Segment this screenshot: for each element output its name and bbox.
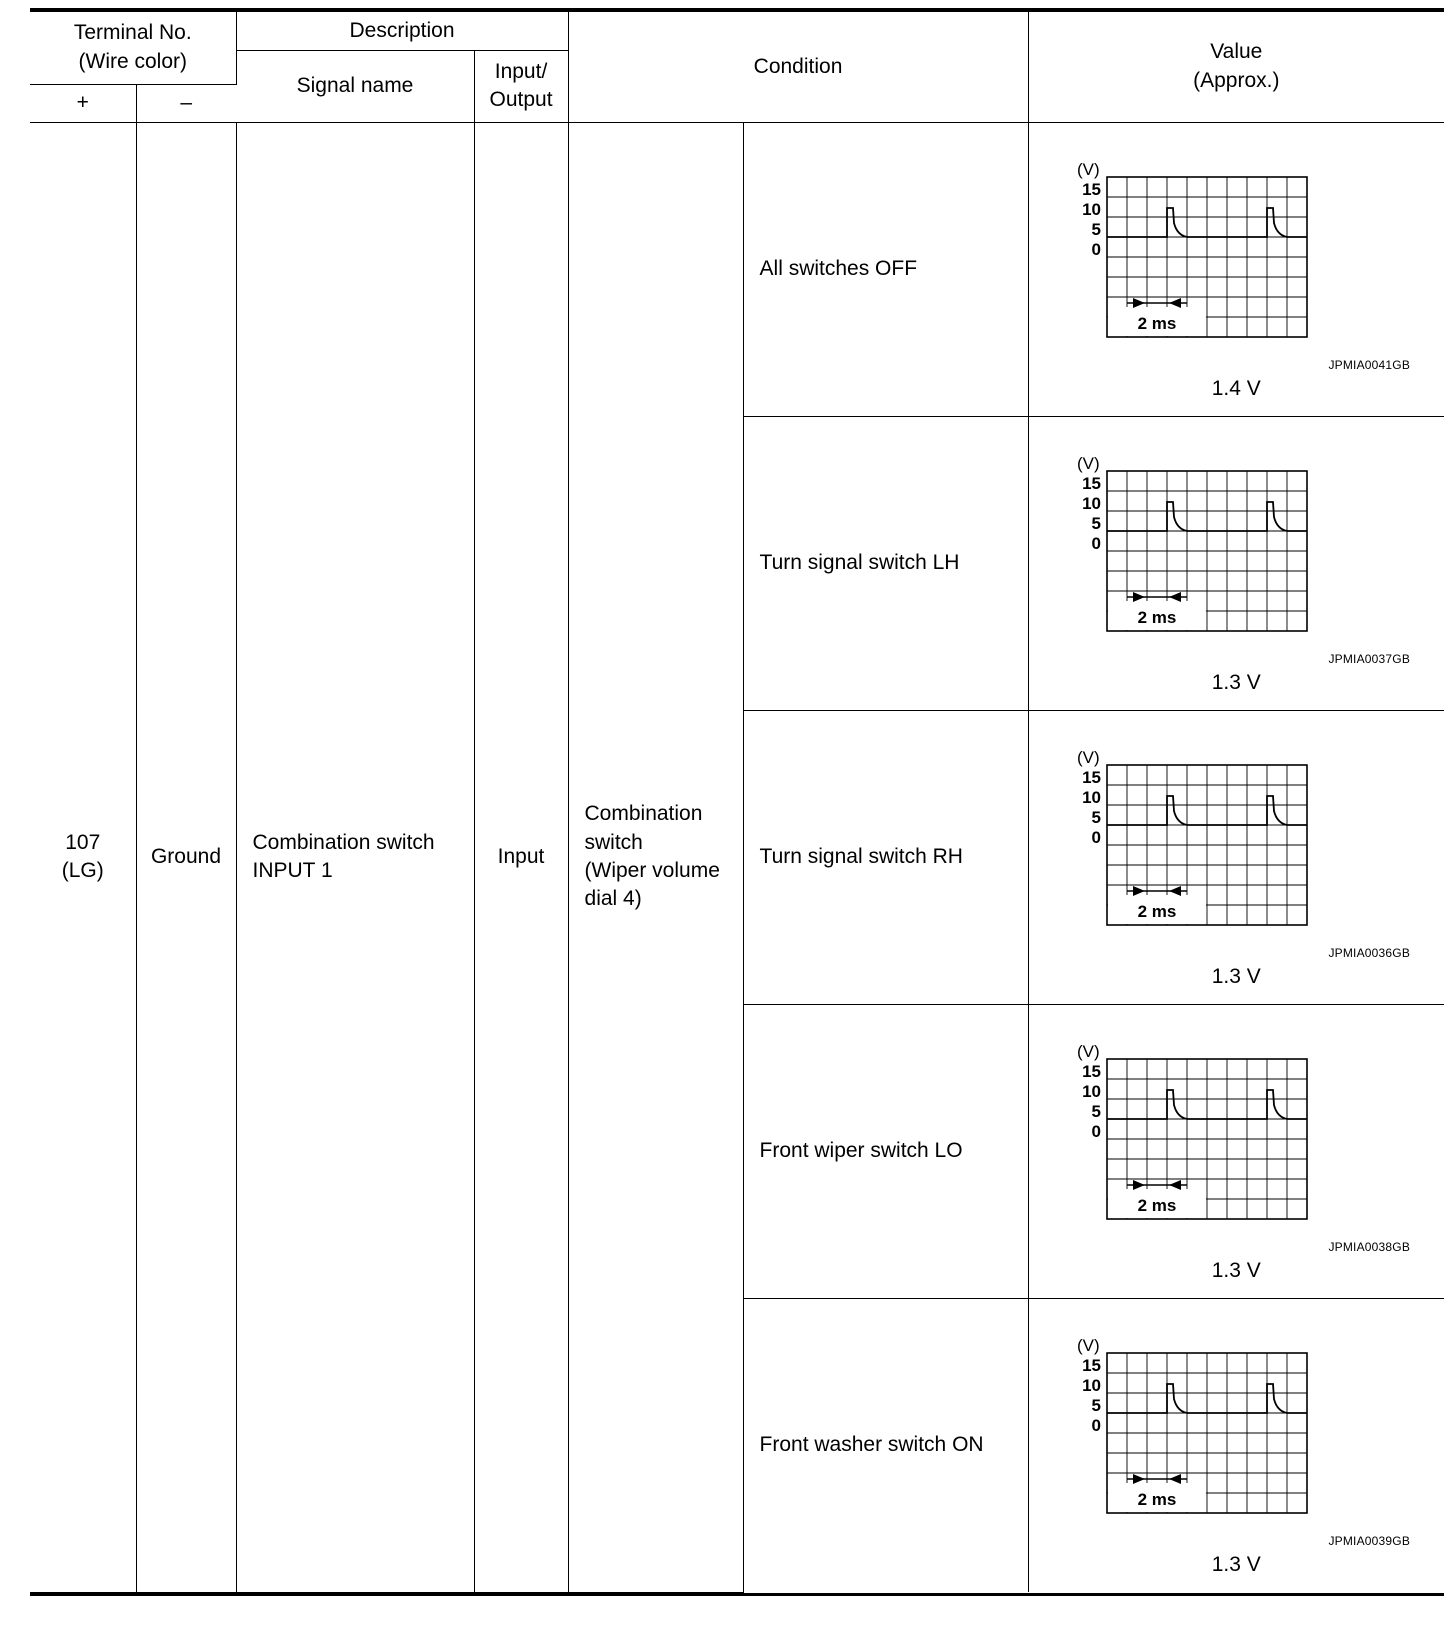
y-tick-label: 5 [1091, 219, 1101, 239]
value-cell [1028, 1004, 1444, 1298]
y-tick-label: 5 [1091, 1101, 1101, 1121]
y-tick-label: 5 [1091, 807, 1101, 827]
time-scale-label: 2 ms [1137, 1489, 1176, 1509]
condition-cell: All switches OFF [743, 122, 1028, 416]
y-tick-label: 10 [1081, 1375, 1101, 1395]
oscilloscope-waveform [1067, 747, 1317, 927]
y-tick-label: 15 [1081, 179, 1101, 199]
arrow-left-icon [1169, 1180, 1181, 1190]
condition-main-cell [568, 122, 743, 1592]
value-cell [1028, 122, 1444, 416]
header-value-label: Value [1210, 40, 1263, 64]
header-terminal-no-label: Terminal No. [73, 21, 192, 45]
condition-main-line-4: dial 4) [584, 887, 642, 911]
y-tick-label: 0 [1091, 239, 1101, 259]
table-bottom-rule [30, 1593, 1444, 1596]
table-row [30, 122, 1444, 416]
terminal-plus-cell [30, 122, 136, 1592]
figure-code: JPMIA0041GB [1328, 357, 1411, 372]
arrow-left-icon [1169, 298, 1181, 308]
y-tick-label: 10 [1081, 787, 1101, 807]
condition-cell: Front washer switch ON [743, 1298, 1028, 1592]
y-tick-label: 15 [1081, 767, 1101, 787]
y-tick-label: 15 [1081, 1061, 1101, 1081]
time-scale-label: 2 ms [1137, 901, 1176, 921]
y-tick-label: 5 [1091, 1395, 1101, 1415]
value-reading: 1.3 V [1211, 1552, 1261, 1576]
value-reading: 1.3 V [1211, 1258, 1261, 1282]
y-tick-label: 10 [1081, 1081, 1101, 1101]
header-wire-color-label: (Wire color) [78, 49, 187, 73]
scope-unit-label: (V) [1076, 159, 1100, 179]
condition-cell: Turn signal switch RH [743, 710, 1028, 1004]
header-plus: + [30, 84, 136, 122]
y-tick-label: 15 [1081, 1355, 1101, 1375]
value-reading: 1.3 V [1211, 964, 1261, 988]
signal-name-cell [236, 122, 474, 1592]
figure-code: JPMIA0039GB [1328, 1533, 1411, 1548]
value-cell [1028, 710, 1444, 1004]
condition-cell: Front wiper switch LO [743, 1004, 1028, 1298]
oscilloscope-waveform [1067, 1335, 1317, 1515]
arrow-left-icon [1169, 886, 1181, 896]
wire-color: (LG) [61, 859, 104, 882]
header-input-label: Input/ [494, 59, 548, 83]
time-scale-label: 2 ms [1137, 607, 1176, 627]
y-tick-label: 0 [1091, 827, 1101, 847]
condition-main-line-1: Combination [584, 802, 703, 826]
input-output-cell: Input [474, 122, 568, 1592]
header-input-output [474, 50, 568, 122]
condition-cell: Turn signal switch LH [743, 416, 1028, 710]
condition-main-line-3: (Wiper volume [584, 859, 720, 882]
scope-unit-label: (V) [1076, 1041, 1100, 1061]
oscilloscope-waveform [1067, 1041, 1317, 1221]
y-tick-label: 0 [1091, 533, 1101, 553]
header-description: Description [236, 12, 568, 50]
y-tick-label: 10 [1081, 493, 1101, 513]
time-scale-label: 2 ms [1137, 1195, 1176, 1215]
condition-main-line-2: switch [584, 830, 643, 854]
scope-unit-label: (V) [1076, 1335, 1100, 1355]
header-signal-name: Signal name [236, 50, 474, 122]
y-tick-label: 0 [1091, 1415, 1101, 1435]
y-tick-label: 5 [1091, 513, 1101, 533]
arrow-left-icon [1169, 1474, 1181, 1484]
arrow-left-icon [1169, 592, 1181, 602]
scope-unit-label: (V) [1076, 747, 1100, 767]
arrow-right-icon [1133, 886, 1145, 896]
figure-code: JPMIA0038GB [1328, 1239, 1411, 1254]
figure-code: JPMIA0036GB [1328, 945, 1411, 960]
value-cell [1028, 416, 1444, 710]
arrow-right-icon [1133, 298, 1145, 308]
value-cell [1028, 1298, 1444, 1592]
figure-code: JPMIA0037GB [1328, 651, 1411, 666]
time-scale-label: 2 ms [1137, 313, 1176, 333]
y-tick-label: 10 [1081, 199, 1101, 219]
signal-name-line-1: Combination switch [252, 830, 435, 854]
arrow-right-icon [1133, 1474, 1145, 1484]
arrow-right-icon [1133, 1180, 1145, 1190]
header-output-label: Output [489, 88, 553, 111]
terminal-minus-cell: Ground [136, 122, 236, 1592]
terminal-number: 107 [65, 830, 101, 854]
oscilloscope-waveform [1067, 159, 1317, 339]
header-minus: – [136, 84, 236, 122]
y-tick-label: 15 [1081, 473, 1101, 493]
value-reading: 1.4 V [1211, 376, 1261, 400]
scope-unit-label: (V) [1076, 453, 1100, 473]
header-terminal-no [30, 12, 236, 84]
header-approx-label: (Approx.) [1193, 68, 1280, 92]
arrow-right-icon [1133, 592, 1145, 602]
signal-name-line-2: INPUT 1 [252, 859, 333, 882]
header-condition: Condition [568, 12, 1028, 122]
header-value [1028, 12, 1444, 122]
value-reading: 1.3 V [1211, 670, 1261, 694]
y-tick-label: 0 [1091, 1121, 1101, 1141]
oscilloscope-waveform [1067, 453, 1317, 633]
terminal-value-table [30, 12, 1444, 1593]
